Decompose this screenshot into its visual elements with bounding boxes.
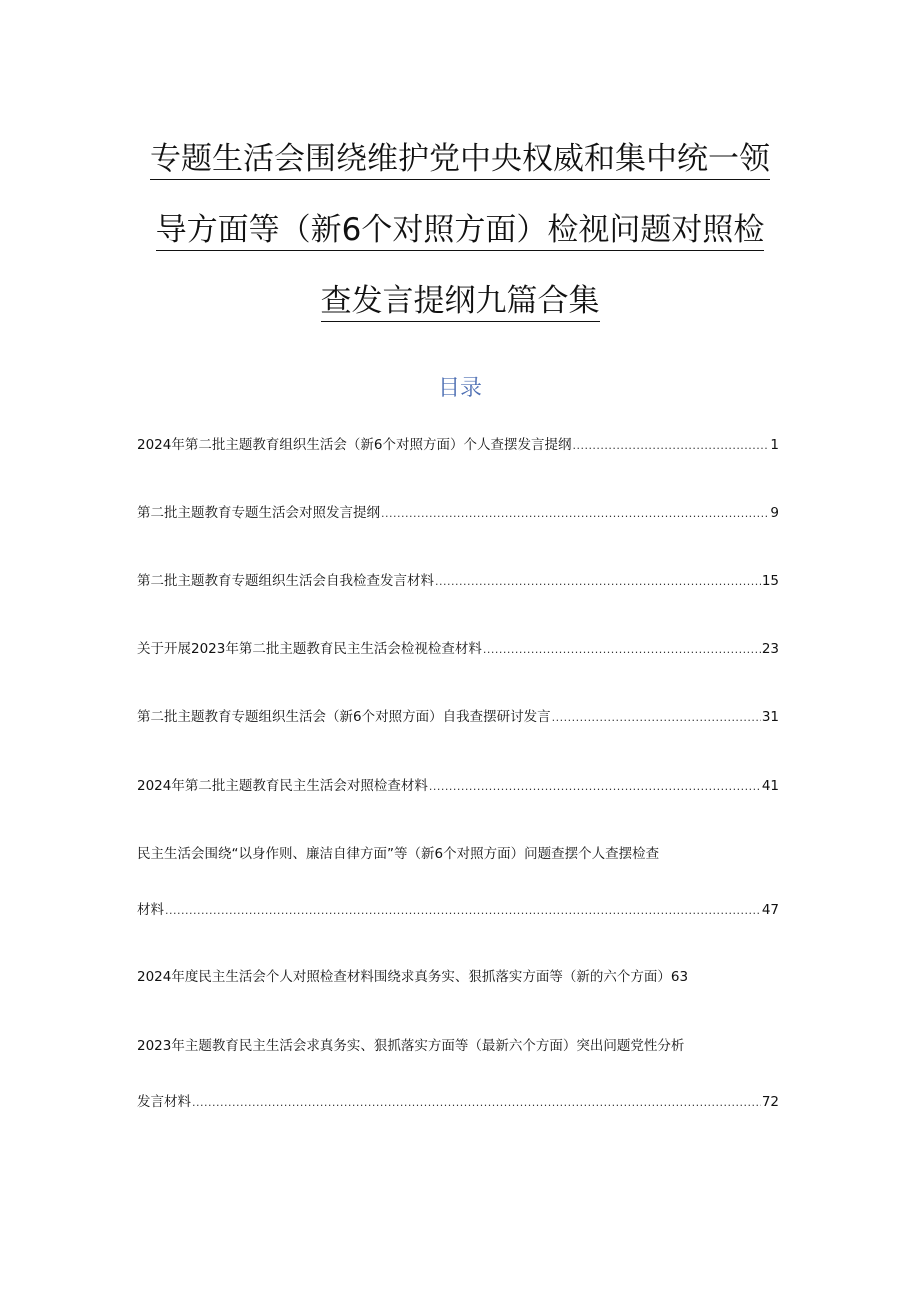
toc-leader-dots (429, 777, 761, 797)
toc-entry-page: 41 (761, 778, 779, 794)
document-title-line-2: 导方面等（新6个对照方面）检视问题对照检 (0, 210, 920, 250)
toc-entry-title: 2023年主题教育民主生活会求真务实、狠抓落实方面等（最新六个方面）突出问题党性分析 (137, 1038, 685, 1054)
toc-entry-9-line-1[interactable] (137, 1036, 779, 1056)
toc-entry-title: 2024年度民主生活会个人对照检查材料围绕求真务实、狠抓落实方面等（新的六个方面） (137, 969, 671, 985)
toc-leader-dots (435, 572, 761, 592)
toc-entry-page: 31 (761, 709, 779, 725)
toc-entry-page: 15 (761, 573, 779, 589)
toc-entry-2[interactable] (137, 503, 779, 524)
toc-entry-page: 63 (670, 969, 689, 985)
toc-entry-page: 9 (770, 505, 779, 521)
toc-entry-title: 发言材料 (137, 1094, 191, 1110)
toc-entry-page: 47 (761, 902, 779, 918)
toc-entry-title: 2024年第二批主题教育民主生活会对照检查材料 (137, 778, 428, 794)
toc-leader-dots (552, 708, 761, 728)
document-title-line-1: 专题生活会围绕维护党中央权威和集中统一领 (0, 139, 920, 179)
toc-leader-dots (165, 901, 761, 921)
toc-entry-5[interactable] (137, 707, 779, 728)
toc-entry-9[interactable] (137, 1092, 779, 1113)
toc-leader-dots (483, 640, 761, 660)
toc-heading: 目录 (437, 376, 482, 401)
toc-leader-dots (192, 1093, 761, 1113)
toc-entry-title: 第二批主题教育专题组织生活会自我检查发言材料 (137, 573, 434, 589)
document-title-line-3: 查发言提纲九篇合集 (0, 281, 920, 321)
toc-entry-title: 关于开展2023年第二批主题教育民主生活会检视检查材料 (137, 641, 482, 657)
toc-leader-dots (381, 504, 769, 524)
toc-entry-7-line-1[interactable] (137, 844, 779, 864)
toc-entry-8[interactable] (137, 967, 779, 987)
toc-entry-title: 第二批主题教育专题组织生活会（新6个对照方面）自我查摆研讨发言 (137, 709, 551, 725)
toc-entry-3[interactable] (137, 571, 779, 592)
toc-entry-6[interactable] (137, 776, 779, 797)
toc-entry-page: 72 (761, 1094, 779, 1110)
toc-leader-dots (572, 436, 769, 456)
toc-entry-title: 第二批主题教育专题生活会对照发言提纲 (137, 505, 380, 521)
toc-entry-page: 23 (761, 641, 779, 657)
toc-entry-title: 2024年第二批主题教育组织生活会（新6个对照方面）个人查摆发言提纲 (137, 437, 572, 453)
toc-entry-title: 材料 (137, 902, 164, 918)
toc-entry-page: 1 (770, 437, 779, 453)
toc-entry-4[interactable] (137, 639, 779, 660)
toc-entry-title: 民主生活会围绕“以身作则、廉洁自律方面”等（新6个对照方面）问题查摆个人查摆检查 (137, 846, 660, 862)
toc-entry-1[interactable] (137, 435, 779, 456)
toc-entry-7[interactable] (137, 900, 779, 921)
